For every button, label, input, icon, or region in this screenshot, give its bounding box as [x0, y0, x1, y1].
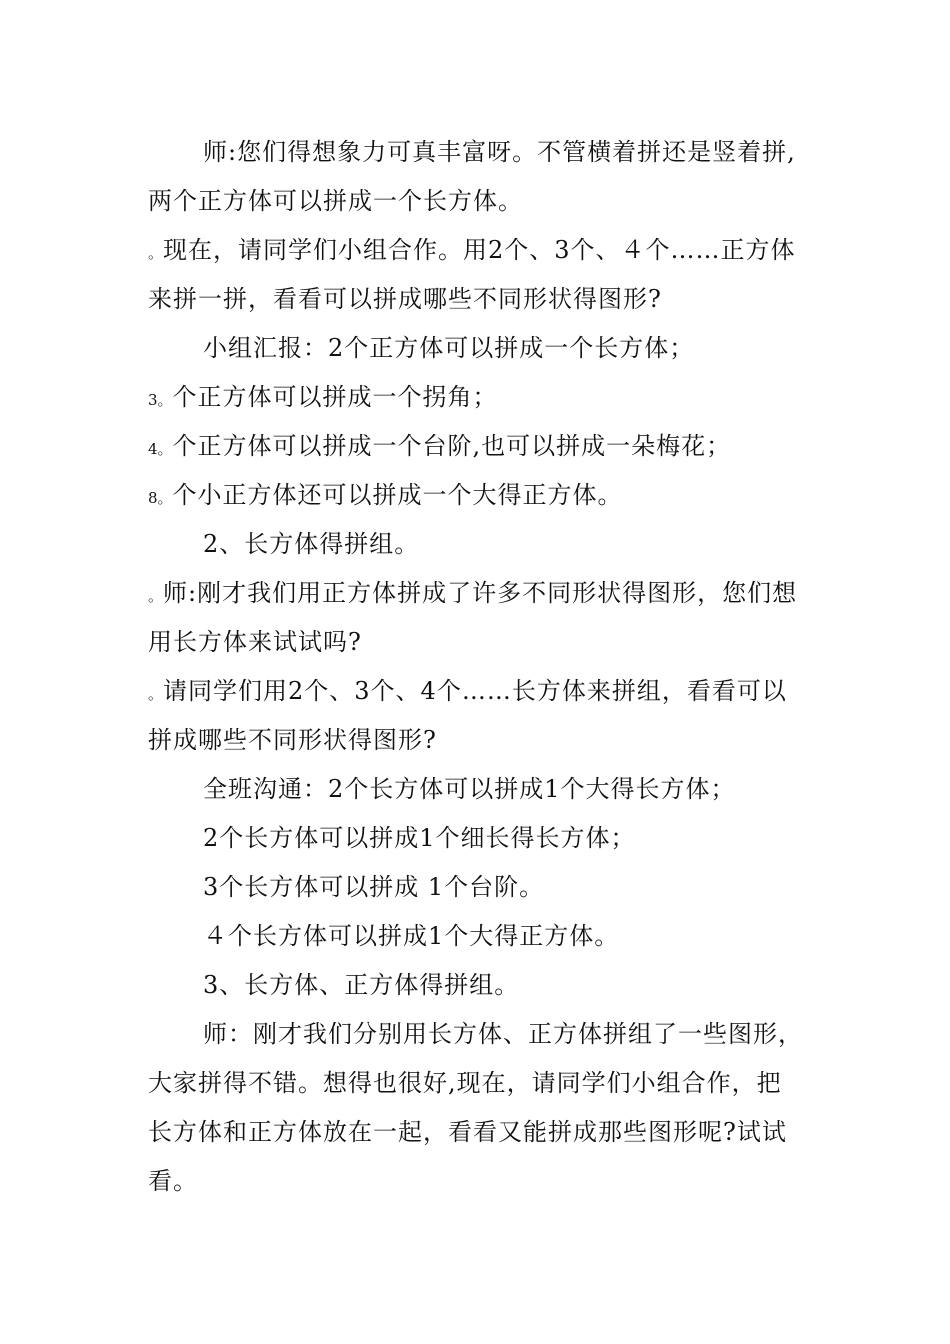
line-text: 大家拼得不错。想得也很好,现在，请同学们小组合作，把 [148, 1069, 782, 1097]
paragraph-line [148, 716, 813, 765]
line-text: ４个长方体可以拼成1个大得正方体。 [203, 922, 620, 950]
line-text: 个正方体可以拼成一个拐角； [172, 383, 498, 411]
paragraph-line [148, 912, 813, 961]
line-text: 现在，请同学们小组合作。用2个、3个、４个……正方体 [163, 236, 796, 264]
line-text: 拼成哪些不同形状得图形? [148, 726, 437, 754]
line-text: 师:刚才我们用正方体拼成了许多不同形状得图形，您们想 [163, 579, 798, 607]
line-text: 看。 [148, 1167, 198, 1195]
document-body [148, 128, 813, 1206]
line-text: 2、长方体得拼组。 [203, 530, 420, 558]
line-text: 全班沟通：2个长方体可以拼成1个大得长方体； [203, 775, 736, 803]
paragraph-line [148, 520, 813, 569]
line-text: 请同学们用2个、3个、4个……长方体来拼组，看看可以 [163, 677, 787, 705]
line-text: 3个长方体可以拼成 1个台阶。 [203, 873, 545, 901]
paragraph-line [148, 1010, 813, 1059]
line-text: 长方体和正方体放在一起，看看又能拼成那些图形呢?试试 [148, 1118, 787, 1146]
line-text: 个正方体可以拼成一个台阶,也可以拼成一朵梅花； [172, 432, 732, 460]
line-text: 用长方体来试试吗? [148, 628, 362, 656]
paragraph-line [148, 1157, 813, 1206]
paragraph-line [148, 618, 813, 667]
line-prefix-mark: 。 [148, 587, 164, 605]
paragraph-line [148, 569, 813, 618]
paragraph-line [148, 814, 813, 863]
paragraph-line [148, 177, 813, 226]
paragraph-line [148, 1108, 813, 1157]
paragraph-line [148, 275, 813, 324]
line-prefix-mark: 4。 [148, 440, 173, 458]
paragraph-line [148, 1059, 813, 1108]
paragraph-line [148, 324, 813, 373]
paragraph-line [148, 471, 813, 520]
line-text: 来拼一拼，看看可以拼成哪些不同形状得图形? [148, 285, 662, 313]
paragraph-line [148, 128, 813, 177]
paragraph-line [148, 226, 813, 275]
line-text: 小组汇报：2个正方体可以拼成一个长方体； [203, 334, 695, 362]
line-text: 两个正方体可以拼成一个长方体。 [148, 187, 523, 215]
paragraph-line [148, 765, 813, 814]
line-prefix-mark: 8。 [148, 489, 173, 507]
paragraph-line [148, 667, 813, 716]
line-text: 师：刚才我们分别用长方体、正方体拼组了一些图形， [203, 1020, 803, 1048]
line-text: 师:您们得想象力可真丰富呀。不管横着拼还是竖着拼, [203, 138, 796, 166]
paragraph-line [148, 373, 813, 422]
line-text: 3、长方体、正方体得拼组。 [203, 971, 520, 999]
line-text: 2个长方体可以拼成1个细长得长方体； [203, 824, 636, 852]
paragraph-line [148, 422, 813, 471]
line-prefix-mark: 。 [148, 244, 164, 262]
paragraph-line [148, 863, 813, 912]
line-prefix-mark: 。 [148, 685, 164, 703]
line-prefix-mark: 3。 [148, 391, 173, 409]
paragraph-line [148, 961, 813, 1010]
line-text: 个小正方体还可以拼成一个大得正方体。 [172, 481, 623, 509]
